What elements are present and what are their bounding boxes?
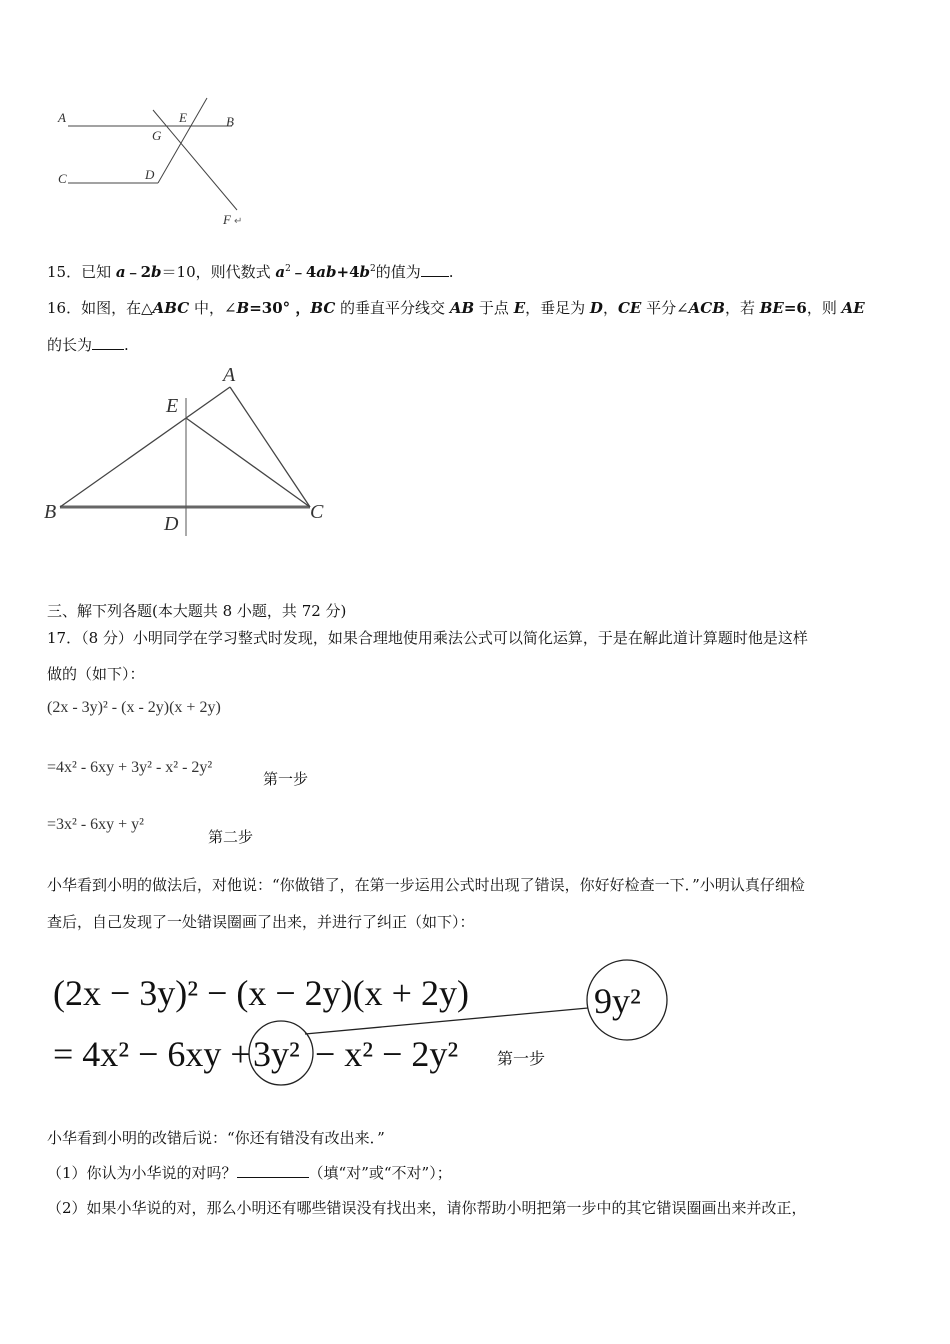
q16-segment: 平分∠ bbox=[641, 299, 689, 317]
label-C: C bbox=[58, 171, 67, 186]
label-F: F bbox=[223, 212, 231, 227]
q15-text: ﹣2 bbox=[125, 263, 152, 281]
q16-segment: E bbox=[513, 299, 526, 317]
q15-var: a bbox=[275, 263, 286, 281]
q16-segment: CE bbox=[617, 299, 642, 317]
q15-exp: 2 bbox=[370, 264, 376, 274]
q15-text: 的值为 bbox=[375, 263, 421, 281]
q15-var: b bbox=[359, 263, 371, 281]
label-A: A bbox=[58, 110, 66, 125]
q16-segment: 16．如图，在△ bbox=[47, 299, 153, 317]
section-title: 三、解下列各题(本大题共 8 小题，共 72 分) bbox=[47, 602, 347, 620]
q17-sub1 bbox=[47, 1162, 452, 1183]
label-G: G bbox=[152, 128, 162, 143]
q16-segment: BE bbox=[759, 299, 784, 317]
q17-step1-label: 第一步 bbox=[263, 770, 309, 788]
q15-exp: 2 bbox=[285, 264, 291, 274]
q17-intro-line2: 做的（如下）： bbox=[47, 665, 145, 683]
q16-segment: 于点 bbox=[474, 299, 514, 317]
q16-segment: ABC bbox=[152, 299, 190, 317]
q16-text: 的长为 bbox=[47, 336, 93, 354]
big-expr-step1-a: = 4x² − 6xy + bbox=[53, 1034, 251, 1074]
q17-expr-step1: =4x² - 6xy + 3y² - x² - 2y² bbox=[47, 759, 213, 776]
q17-para1-line2: 查后，自己发现了一处错误圈画了出来，并进行了纠正（如下）： bbox=[47, 913, 475, 931]
q16-segment: ，若 bbox=[724, 299, 760, 317]
q16-segment: AE bbox=[841, 299, 865, 317]
q15-text: . bbox=[448, 263, 454, 281]
q15-prefix: 15．已知 bbox=[47, 263, 116, 281]
q17-expr-original: (2x - 3y)² - (x - 2y)(x + 2y) bbox=[47, 699, 221, 716]
q15-var: ab bbox=[316, 263, 337, 281]
q16-segment: =6 bbox=[783, 299, 807, 317]
sub1-text: （填“对”或“不对”）； bbox=[308, 1164, 452, 1182]
q17-para1-line1: 小华看到小明的做法后，对他说：“你做错了，在第一步运用公式时出现了错误，你好好检查一下．”小明认真仔细检 bbox=[47, 876, 805, 894]
big-expr-step1-b: − x² − 2y² bbox=[315, 1034, 459, 1074]
q15-var: b bbox=[151, 263, 162, 281]
sub1-text: （1）你认为小华说的对吗？ bbox=[47, 1164, 237, 1182]
connector-line bbox=[305, 1008, 588, 1034]
q16-segment: 的垂直平分线交 bbox=[335, 299, 450, 317]
q17-sub2: （2）如果小华说的对，那么小明还有哪些错误没有找出来，请你帮助小明把第一步中的其它错误圈画出来并改正， bbox=[47, 1199, 807, 1217]
big-correction: 9y² bbox=[594, 981, 641, 1021]
q16-segment: ，则 bbox=[806, 299, 842, 317]
big-circled-term: 3y² bbox=[253, 1034, 300, 1074]
label-C: C bbox=[310, 501, 324, 523]
q16-segment: B bbox=[236, 299, 250, 317]
q15-var: a bbox=[115, 263, 126, 281]
return-mark: ↵ bbox=[234, 216, 243, 227]
label-B: B bbox=[44, 501, 57, 523]
q16-text: . bbox=[124, 336, 129, 354]
label-D: D bbox=[145, 167, 155, 182]
label-A: A bbox=[223, 364, 236, 386]
q17-intro-line1: 17．（8 分）小明同学在学习整式时发现，如果合理地使用乘法公式可以简化运算，于是在解此道计算题时他是这样 bbox=[47, 629, 808, 647]
q16-segment: ACB bbox=[688, 299, 725, 317]
big-expr-original: (2x − 3y)² − (x − 2y)(x + 2y) bbox=[53, 973, 469, 1013]
q17-para2: 小华看到小明的改错后说：“你还有错没有改出来．” bbox=[47, 1129, 385, 1147]
error-circle bbox=[249, 1021, 313, 1085]
q16-segment: AB bbox=[449, 299, 475, 317]
q15-text: ﹣4 bbox=[290, 263, 317, 281]
q17-expr-step2: =3x² - 6xy + y² bbox=[47, 816, 144, 833]
big-step-label: 第一步 bbox=[497, 1049, 546, 1068]
answer-blank-17-1[interactable] bbox=[237, 1177, 309, 1178]
label-E: E bbox=[166, 395, 179, 417]
q15-text: ＝10，则代数式 bbox=[161, 263, 276, 281]
q15-text: +4 bbox=[336, 263, 360, 281]
q16-segment: 中，∠ bbox=[189, 299, 237, 317]
q16-segment: =30° ， bbox=[249, 299, 311, 317]
q16-segment: D bbox=[589, 299, 603, 317]
q17-step2-label: 第二步 bbox=[208, 828, 254, 846]
q16-segment: BC bbox=[310, 299, 336, 317]
label-D: D bbox=[164, 513, 179, 535]
q16-segment: ，垂足为 bbox=[525, 299, 590, 317]
label-E: E bbox=[179, 110, 187, 125]
correction-circle bbox=[587, 960, 667, 1040]
label-B: B bbox=[226, 114, 234, 129]
q16-segment: ， bbox=[602, 299, 618, 317]
